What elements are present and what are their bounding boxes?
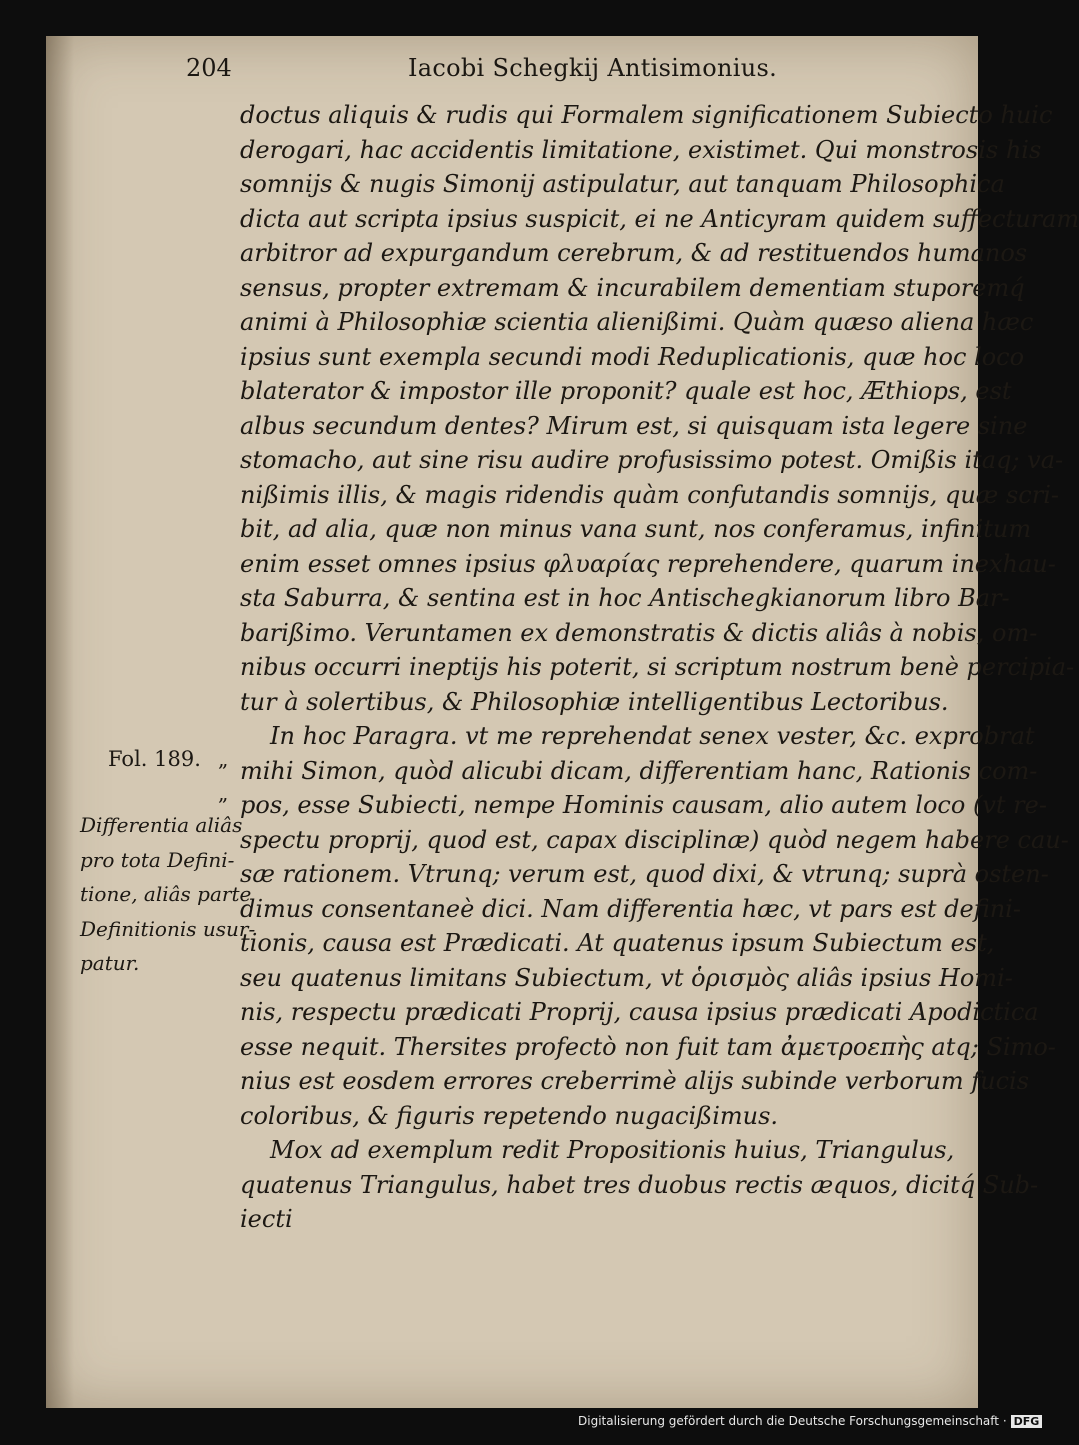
running-head: Iacobi Schegkij Antisimonius. [408, 54, 778, 82]
margin-note-line: Definitionis usur- [80, 916, 256, 941]
margin-note-line: Differentia aliâs [80, 813, 243, 837]
text-line: sensus, propter extremam & incurabilem dementiam stuporemq́ [240, 273, 1025, 302]
footer-credit [578, 1414, 1042, 1428]
text-line: iecti [240, 1205, 293, 1233]
page-number: 204 [186, 54, 232, 82]
text-line: animi à Philosophiæ scientia alienißimi. Quàm quæso aliena hæc [240, 308, 1034, 336]
footer-text: Digitalisierung gefördert durch die Deutsche Forschungsgemeinschaft · [578, 1414, 1007, 1428]
text-line: Mox ad exemplum redit Propositionis huius, Triangulus, [270, 1136, 955, 1164]
text-line: coloribus, & figuris repetendo nugacißimus. [240, 1101, 779, 1130]
text-line: nibus occurri ineptijs his poterit, si scriptum nostrum benè percipia- [240, 653, 1075, 681]
text-line: dicta aut scripta ipsius suspicit, ei ne Anticyram quidem suffecturam [240, 204, 1079, 233]
margin-note-line: pro tota Defini- [80, 847, 235, 872]
text-line: tur à solertibus, & Philosophiæ intelligentibus Lectoribus. [240, 687, 949, 716]
text-line: blaterator & impostor ille proponit? quale est hoc, Æthiops, est [240, 377, 1012, 405]
text-line: seu quatenus limitans Subiectum, vt ὁρισμὸς aliâs ipsius Homi- [240, 963, 1013, 992]
text-line: barißimo. Veruntamen ex demonstratis & dictis aliâs à nobis, om- [240, 618, 1038, 647]
text-line: doctus aliquis & rudis qui Formalem significationem Subiecto huic [240, 101, 1053, 129]
text-line: albus secundum dentes? Mirum est, si quisquam ista legere sine [240, 411, 1028, 440]
dfg-logo: DFG [1011, 1415, 1043, 1428]
text-line: quatenus Triangulus, habet tres duobus rectis æquos, dicitq́ Sub- [240, 1170, 1039, 1199]
text-line: dimus consentaneè dici. Nam differentia hæc, vt pars est defini- [240, 894, 1021, 923]
text-line: enim esset omnes ipsius φλυαρίας reprehendere, quarum inexhau- [240, 549, 1056, 578]
text-line: tionis, causa est Prædicati. At quatenus ipsum Subiectum est, [240, 929, 995, 957]
text-line: mihi Simon, quòd alicubi dicam, differentiam hanc, Rationis com- [240, 756, 1038, 785]
text-line: stomacho, aut sine risu audire profusissimo potest. Omißis itaq; va- [240, 446, 1064, 474]
margin-note-line: tione, aliâs parte [80, 882, 252, 906]
text-line: bit, ad alia, quæ non minus vana sunt, nos conferamus, infinitum [240, 515, 1032, 543]
text-line: nißimis illis, & magis ridendis quàm confutandis somnijs, quæ scri- [240, 480, 1059, 509]
text-line: esse nequit. Thersites profectò non fuit tam ἀμετροεπὴς atq; Simo- [240, 1032, 1056, 1061]
margin-quote-mark: „ [218, 781, 229, 805]
margin-quote-mark: „ [218, 747, 229, 771]
text-line: nius est eosdem errores creberrimè alijs subinde verborum fucis [240, 1067, 1030, 1095]
text-line: sæ rationem. Vtrunq; verum est, quod dixi, & vtrunq; suprà osten- [240, 860, 1049, 888]
text-line: In hoc Paragra. vt me reprehendat senex vester, &c. exprobrat [270, 722, 1035, 750]
text-line: nis, respectu prædicati Proprij, causa ipsius prædicati Apodictica [240, 998, 1039, 1026]
text-line: sta Saburra, & sentina est in hoc Antischegkianorum libro Bar- [240, 584, 1010, 612]
page-spine-shadow [46, 36, 74, 1408]
text-line: arbitror ad expurgandum cerebrum, & ad restituendos humanos [240, 239, 1028, 267]
text-line: somnijs & nugis Simonij astipulatur, aut tanquam Philosophica [240, 170, 1005, 198]
text-line: spectu proprij, quod est, capax disciplinæ) quòd negem habere cau- [240, 825, 1069, 854]
margin-note [80, 808, 256, 981]
text-line: ipsius sunt exempla secundi modi Reduplicationis, quæ hoc loco [240, 342, 1025, 371]
text-line: pos, esse Subiecti, nempe Hominis causam, alio autem loco (vt re- [240, 791, 1047, 819]
margin-note-line: patur. [80, 951, 140, 975]
main-text-block [240, 98, 1079, 1237]
folio-reference: Fol. 189. [108, 747, 201, 771]
text-line: derogari, hac accidentis limitatione, existimet. Qui monstrosis his [240, 135, 1042, 164]
